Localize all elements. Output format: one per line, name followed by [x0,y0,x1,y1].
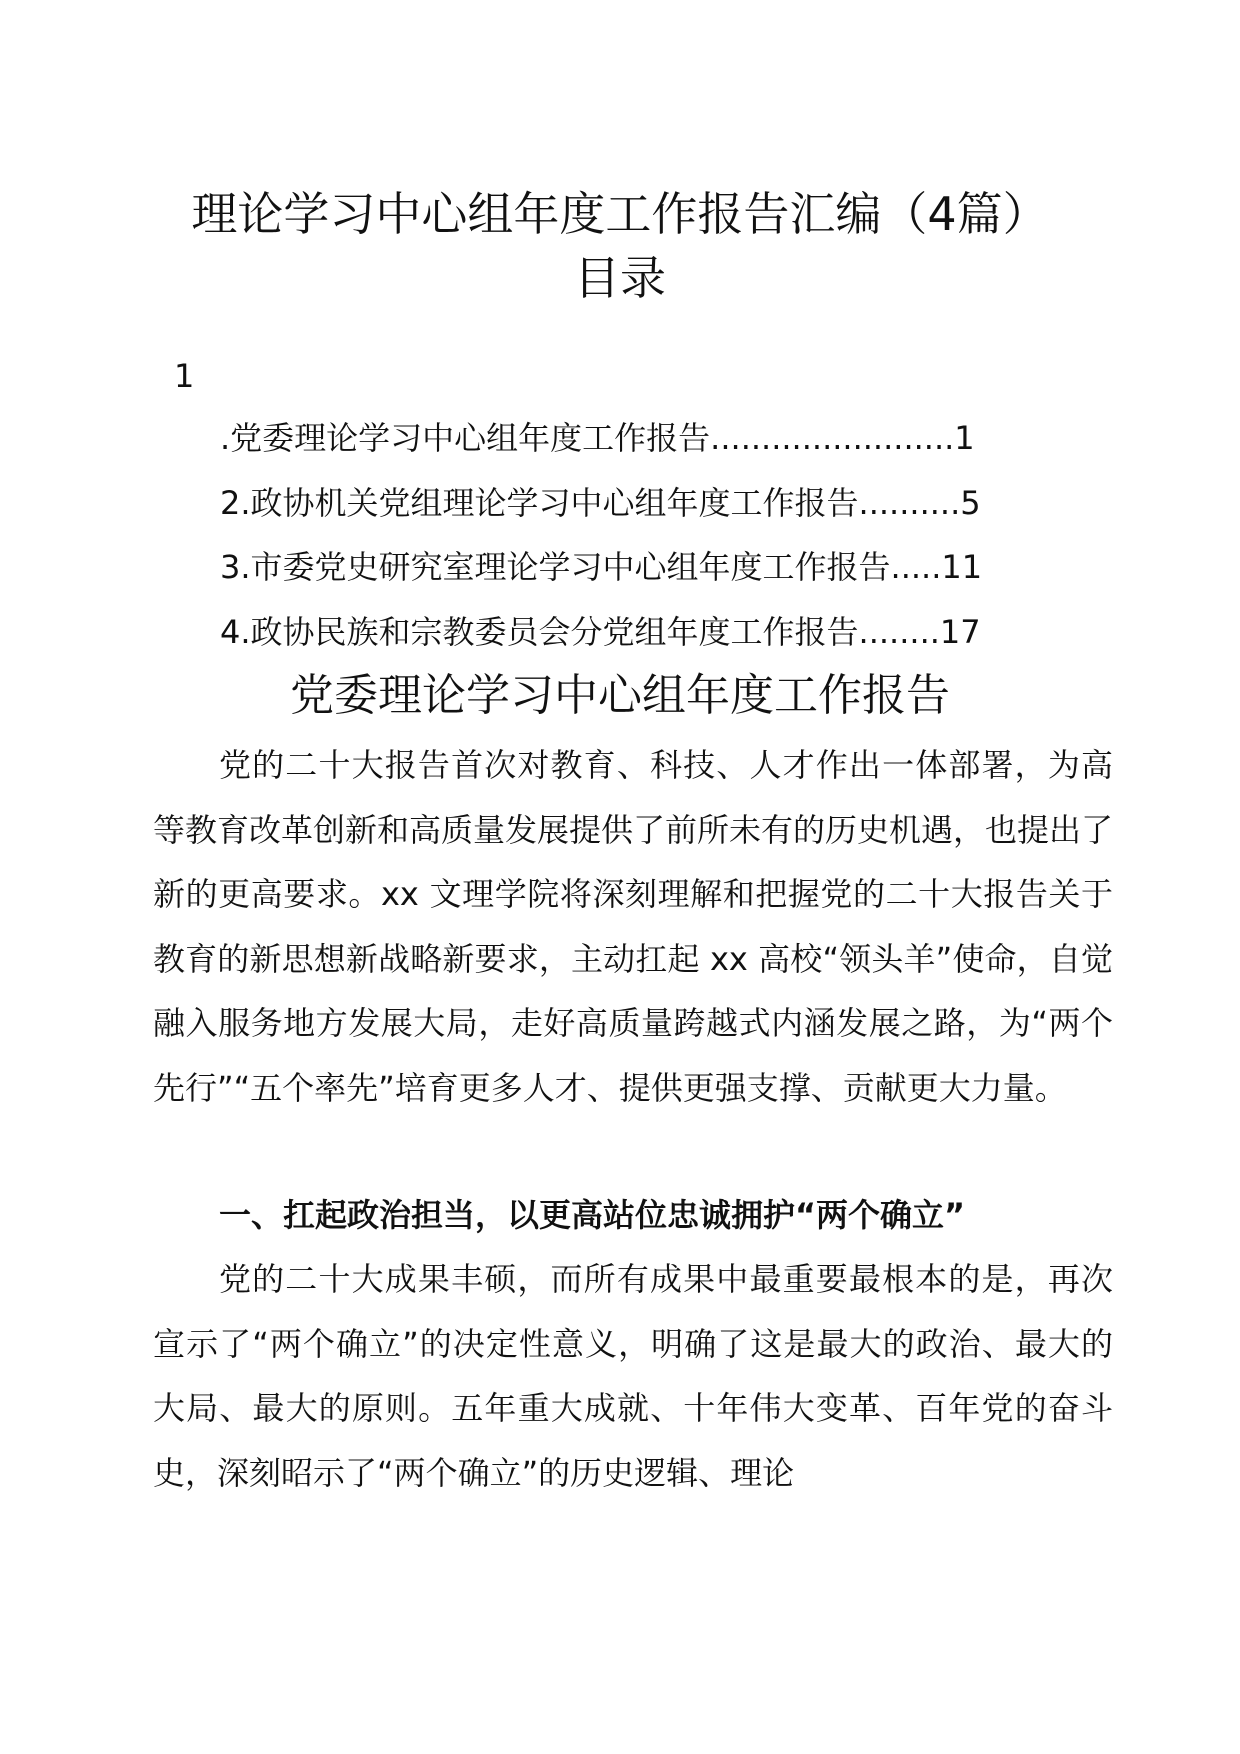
toc-entry: 3.市委党史研究室理论学习中心组年度工作报告.....11 [220,548,983,586]
body-paragraph: 党的二十大成果丰硕，而所有成果中最重要最根本的是，再次宣示了“两个确立”的决定性意义，明确了这是最大的政治、最大的大局、最大的原则。五年重大成就、十年伟大变革、百年党的奋斗史，深刻昭示了“两个确立”的历史逻辑、理论 [153,1260,1113,1492]
toc-entry: 2.政协机关党组理论学习中心组年度工作报告..........5 [220,484,981,522]
toc-entry: 4.政协民族和宗教委员会分党组年度工作报告........17 [220,613,981,651]
section-heading: 一、扛起政治担当，以更高站位忠诚拥护“两个确立” [219,1196,966,1234]
body-paragraph: 党的二十大报告首次对教育、科技、人才作出一体部署，为高等教育改革创新和高质量发展提供了前所未有的历史机遇，也提出了新的更高要求。xx 文理学院将深刻理解和把握党的二十大报告关于教育的新思想新战略新要求，主动扛起 xx 高校“领头羊”使命，自觉融入服务地方发展大局，走好高质量跨越式内涵发展之路，为“两个先行”“五个率先”培育更多人才、提供更强支撑、贡献更大力量。 [153,746,1114,1107]
toc-heading: 目录 [574,251,666,305]
toc-entry: .党委理论学习中心组年度工作报告........................1 [220,419,975,457]
section-title: 党委理论学习中心组年度工作报告 [290,670,950,721]
toc-number: 1 [174,357,195,395]
document-title: 理论学习中心组年度工作报告汇编（4篇） [191,187,1049,241]
